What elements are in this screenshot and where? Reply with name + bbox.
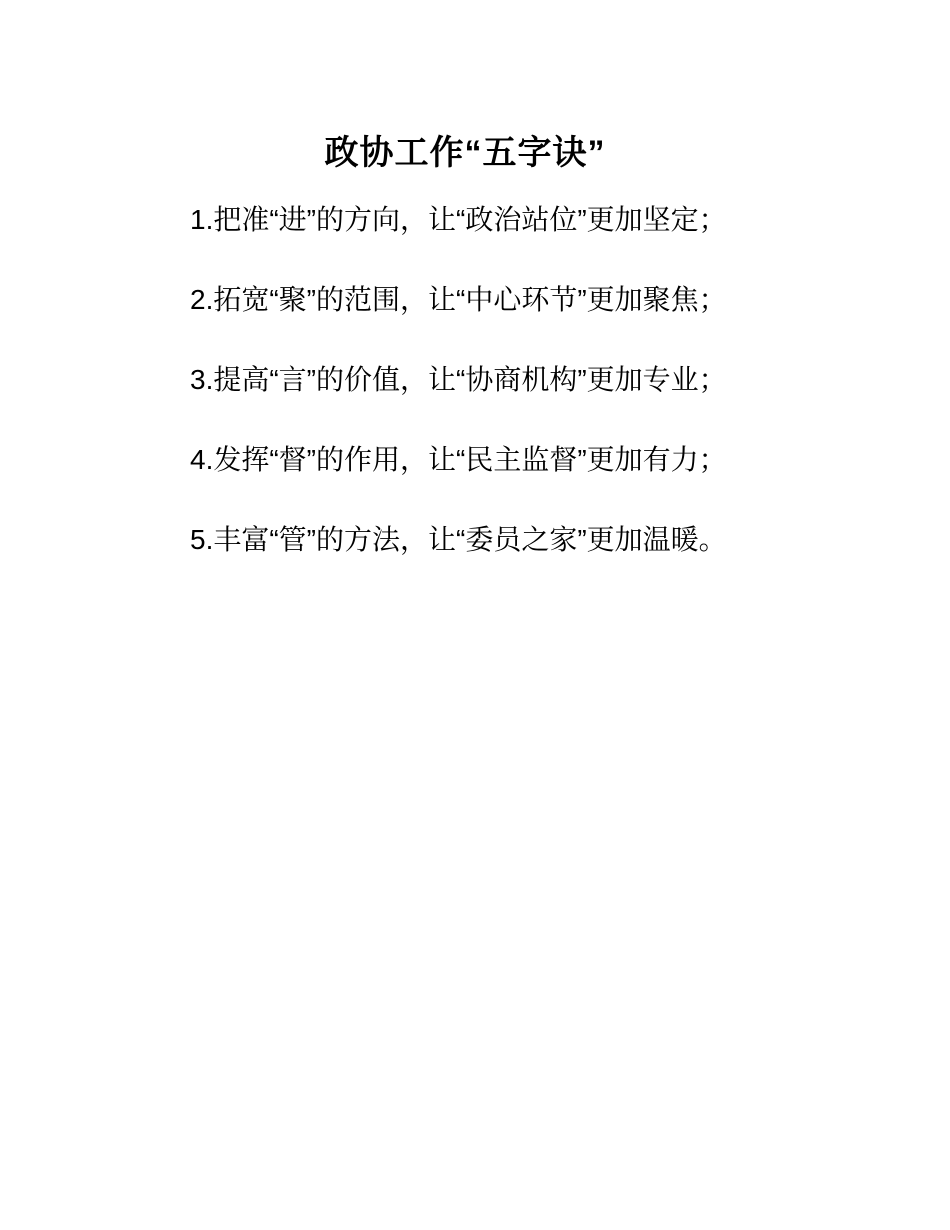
document-body <box>190 166 910 594</box>
list-item: 1.把准“进”的方向，让“政治站位”更加坚定； <box>190 204 727 235</box>
list-item: 4.发挥“督”的作用，让“民主监督”更加有力； <box>190 444 727 475</box>
list-item: 2.拓宽“聚”的范围，让“中心环节”更加聚焦； <box>190 284 727 315</box>
list-item: 5.丰富“管”的方法，让“委员之家”更加温暖。 <box>190 524 727 555</box>
page-title: 政协工作“五字诀” <box>324 133 606 172</box>
list-item: 3.提高“言”的价值，让“协商机构”更加专业； <box>190 364 727 395</box>
